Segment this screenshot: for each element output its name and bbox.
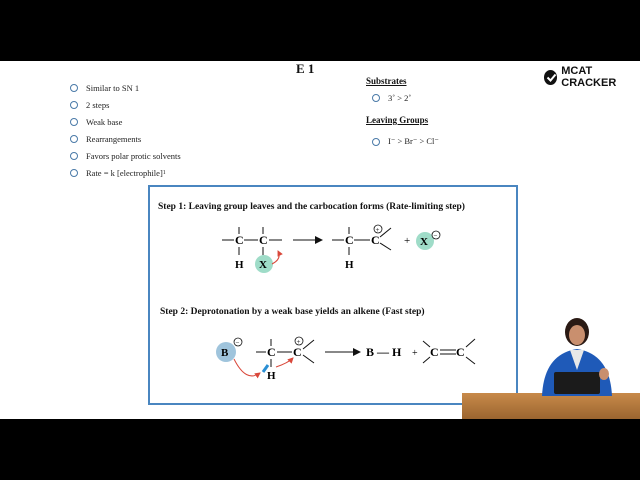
mechanism-box (148, 185, 518, 405)
alkene-carbon-label: C (430, 345, 439, 359)
bullet-circle-icon (70, 101, 78, 109)
plus-sign: + (404, 235, 411, 247)
bullet-circle-icon (70, 135, 78, 143)
list-item: 2 steps (70, 96, 181, 113)
bullet-circle-icon (70, 152, 78, 160)
leaving-groups-heading: Leaving Groups (366, 115, 429, 125)
alkene-carbon-label: C (456, 345, 465, 359)
leaving-groups-order: I⁻ > Br⁻ > Cl⁻ (372, 136, 439, 147)
hydrogen-label: H (267, 370, 276, 382)
exponent: 1 (162, 169, 166, 176)
substrates-order: 3˚ > 2˚ (372, 93, 411, 103)
carbon-label: C (345, 233, 354, 247)
bullet-list (70, 79, 181, 181)
step2-title: Step 2: Deprotonation by a weak base yields an alkene (Fast step) (160, 307, 425, 317)
carbocation-label: C (371, 233, 380, 247)
positive-charge: + (375, 226, 380, 234)
list-item: Similar to SN 1 (70, 79, 181, 96)
list-item: Rearrangements (70, 130, 181, 147)
conjugate-acid-label: B — H (366, 345, 402, 359)
carbon-label: C (259, 233, 268, 247)
slide-title: E 1 (296, 61, 315, 76)
mechanism-diagram (150, 187, 516, 403)
step1-title: Step 1: Leaving group leaves and the carbocation forms (Rate-limiting step) (158, 202, 465, 212)
list-item: Favors polar protic solvents (70, 147, 181, 164)
list-item: Rate = k [electrophile] 1 (70, 164, 181, 181)
carbon-label: C (235, 233, 244, 247)
list-item: Weak base (70, 113, 181, 130)
carbon-label: C (267, 345, 276, 359)
positive-charge: + (296, 338, 301, 346)
brand-name: MCAT CRACKER (561, 65, 617, 89)
brand-logo (544, 65, 640, 89)
presenter-image (532, 316, 622, 396)
leaving-group-label: X (259, 259, 267, 271)
bullet-circle-icon (372, 138, 380, 146)
hydrogen-label: H (345, 259, 354, 271)
plus-sign: + (412, 348, 418, 359)
negative-charge: − (235, 339, 240, 347)
lecture-slide (0, 61, 640, 419)
desk (462, 393, 640, 419)
bullet-circle-icon (70, 118, 78, 126)
bullet-circle-icon (70, 84, 78, 92)
leaving-group-label: X (420, 236, 428, 248)
carbocation-label: C (293, 345, 302, 359)
bullet-circle-icon (70, 169, 78, 177)
negative-charge: − (433, 232, 438, 240)
checkmark-icon (544, 70, 557, 85)
substrates-heading: Substrates (366, 76, 407, 86)
bullet-circle-icon (372, 94, 380, 102)
base-label: B (221, 347, 229, 359)
hydrogen-label: H (235, 259, 244, 271)
